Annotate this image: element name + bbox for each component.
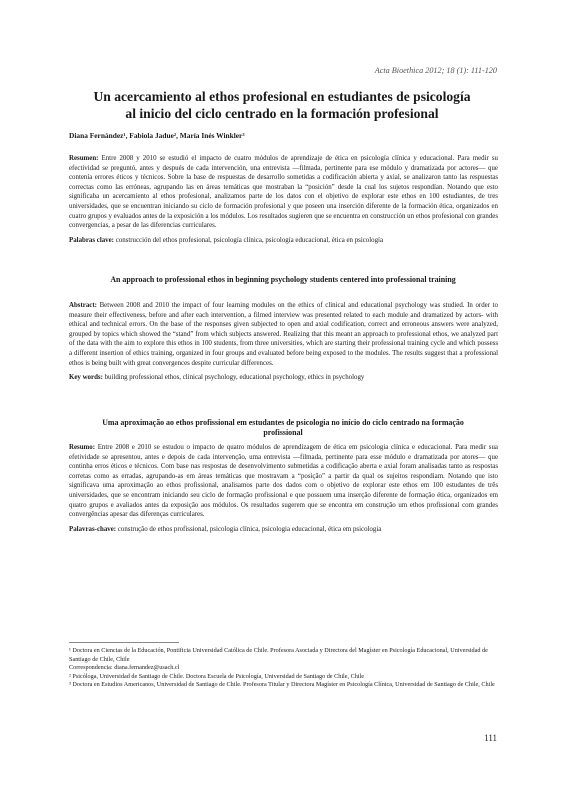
- footnote-1: ¹ Doctora en Ciencias de la Educación, Pontificia Universidad Católica de Chile. Profesora Asociada y Directora del Magíster en Psicología Educacional, Universidad de Santiago de Chile, Chile: [69, 647, 488, 663]
- footnote-correspondence: Correspondencia: diana.fernandez@usach.cl: [69, 664, 180, 672]
- palavras-chave-text: construção de ethos profissional, psicologia clínica, psicologia educacional, ética em psicologia: [117, 525, 382, 533]
- key-words-text: building professional ethos, clinical psychology, educational psychology, ethics in psychology: [104, 374, 365, 382]
- footnote-2: ² Psicóloga, Universidad de Santiago de Chile. Doctora Escuela de Psicología, Universidad de Santiago de Chile, Chile: [69, 672, 365, 680]
- palabras-clave-text: construcción del ethos profesional, psicología clínica, psicología educacional, ética en psicología: [115, 236, 384, 244]
- key-words-label: Key words:: [69, 374, 103, 382]
- footnotes: [69, 647, 498, 690]
- resumen-text: Entre 2008 y 2010 se estudió el impacto de cuatro módulos de aprendizaje de ética en psicología clínica y educacional. Para medir su efectividad se preguntó, antes y después de cada intervención, una entrevista —filmada, pertinente para ese módulo y dramatizada por actores— que contenía errores éticos y técnicos. Sobre la base de respuestas de desarrollo sometidas a codificación abierta y axial, se analizaron tanto las respuestas correctas como las erróneas, agrupando las en áreas temáticas que mostraban la “posición” desde la cual los sujetos respondían. Notando que esto significaba un acercamiento al ethos profesional, analizamos parte de los datos con el objetivo de explorar este ethos en 100 estudiantes, de tres universidades, que se encuentran iniciando su ciclo de formación profesional y que poseen una inserción diferente de la formación ética, organizados en cuatro grupos y evaluados antes de la exposición a los módulos. Los resultados sugieren que se encuentra en construcción un ethos profesional con grandes convergencias, a pesar de las diferencias curriculares.: [69, 155, 498, 230]
- resumo-text: Entre 2008 e 2010 se estudou o impacto de quatro módulos de aprendizagem de ética em psicologia clínica e educacional. Para medir sua efetividade se apresentou, antes e depois de cada intervenção, uma entrevista —filmada, pertinente para esse módulo e dramatizada por atores— que continha erros éticos e técnicos. Com base nas respostas de desenvolvimento submetidas a codificação aberta e axial foram analisadas tanto as respostas corretas como as erradas, agrupando-as em áreas temáticas que mostravam a “posição” a partir da qual os sujeitos respondiam. Notando que isto significava uma aproximação ao ethos profissional, analisamos parte dos dados com o objetivo de explorar este ethos em 100 estudantes de três universidades, que se encontram iniciando seu ciclo de formação profissional e que possuem uma inserção diferente de formação ética, organizados em quatro grupos e avaliados antes da exposição aos módulos. Os resultados sugerem que se encontra em construção um ethos profissional com grandes convergências apesar das diferenças curriculares.: [69, 444, 498, 519]
- spanish-abstract: [69, 154, 498, 245]
- english-abstract: [69, 301, 498, 383]
- title-line-1: Un acercamiento al ethos profesional en estudiantes de psicología: [93, 89, 471, 104]
- title-line-2: al inicio del ciclo centrado en la formación profesional: [125, 106, 439, 121]
- author-list: Diana Fernández¹, Fabiola Jadue², María Inés Winkler³: [69, 131, 245, 140]
- resumo-label: Resumo:: [69, 444, 96, 451]
- abstract-label: Abstract:: [69, 302, 97, 309]
- portuguese-abstract: [69, 443, 498, 534]
- palavras-chave-label: Palavras-chave:: [69, 525, 117, 533]
- english-title: An approach to professional ethos in beginning psychology students centered into professional training: [110, 275, 456, 284]
- article-title: [60, 88, 504, 122]
- resumen-label: Resumen:: [69, 155, 99, 162]
- journal-citation: Acta Bioethica 2012; 18 (1): 111-120: [374, 66, 497, 75]
- footnote-rule: [69, 642, 179, 643]
- palabras-clave-label: Palabras clave:: [69, 236, 114, 244]
- portuguese-title: Uma aproximação ao ethos profissional em estudantes de psicologia no início do ciclo centrado na formação profissional: [102, 418, 464, 437]
- footnote-3: ³ Doctora en Estudios Americanos, Universidad de Santiago de Chile. Profesora Titular y Directora Magíster en Psicología Clínica, Universidad de Santiago de Chile, Chile: [69, 681, 495, 689]
- page-number: 111: [484, 733, 497, 743]
- abstract-text: Between 2008 and 2010 the impact of four learning modules on the ethics of clinical and educational psychology was studied. In order to measure their effectiveness, before and after each intervention, a filmed interview was presented related to each module and dramatized by actors- with ethical and technical errors. On the base of the responses given subjected to open and axial codification, correct and erroneous answers were analyzed, grouped by topics which showed the “stand” from which subjects answered. Realizing that this meant an approach to professional ethos, we analyzed part of the data with the aim to explore this ethos in 100 students, from three universities, which are starting their professional training cycle and which possess a different insertion of ethics training, organized in four groups and evaluated before being exposed to the modules. The results suggest that a professional ethos is being built with great convergences despite curricular differences.: [69, 302, 498, 367]
